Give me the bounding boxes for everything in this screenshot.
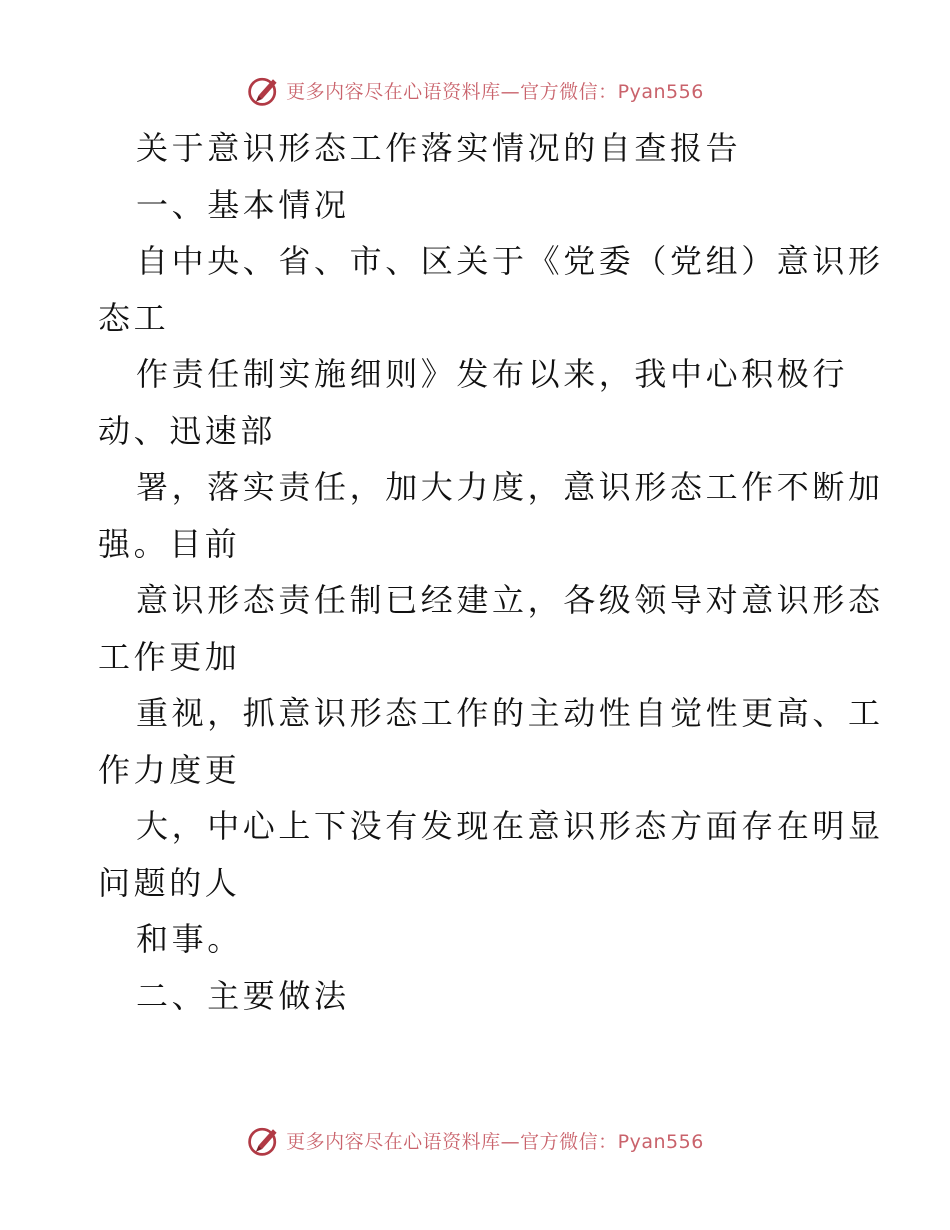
paragraph-line: 和事。	[136, 920, 243, 958]
footer-banner-text: 更多内容尽在心语资料库—官方微信：Pyan556	[286, 1130, 704, 1153]
paragraph-line: 作力度更	[98, 750, 241, 789]
document-body	[98, 120, 884, 1024]
paragraph-line: 大，中心上下没有发现在意识形态方面存在明显	[136, 807, 884, 845]
fountain-pen-logo-icon	[246, 72, 282, 108]
paragraph-line: 动、迅速部	[98, 411, 277, 450]
header-banner	[0, 70, 950, 110]
footer-banner	[0, 1120, 950, 1160]
paragraph-line: 强。目前	[98, 524, 241, 563]
section-heading: 二、主要做法	[136, 976, 350, 1015]
paragraph-line: 问题的人	[98, 863, 241, 902]
paragraph-line: 署，落实责任，加大力度，意识形态工作不断加	[136, 468, 884, 506]
document-title: 关于意识形态工作落实情况的自查报告	[136, 129, 742, 167]
paragraph-line: 意识形态责任制已经建立，各级领导对意识形态	[136, 581, 884, 619]
paragraph-line: 工作更加	[98, 637, 241, 676]
paragraph-line: 自中央、省、市、区关于《党委（党组）意识形	[136, 242, 884, 280]
header-banner-text: 更多内容尽在心语资料库—官方微信：Pyan556	[286, 80, 704, 103]
paragraph-line: 重视，抓意识形态工作的主动性自觉性更高、工	[136, 694, 884, 732]
fountain-pen-logo-icon	[246, 1122, 282, 1158]
paragraph-line: 态工	[98, 298, 170, 337]
section-heading: 一、基本情况	[136, 185, 350, 224]
paragraph-line: 作责任制实施细则》发布以来，我中心积极行	[136, 355, 849, 393]
